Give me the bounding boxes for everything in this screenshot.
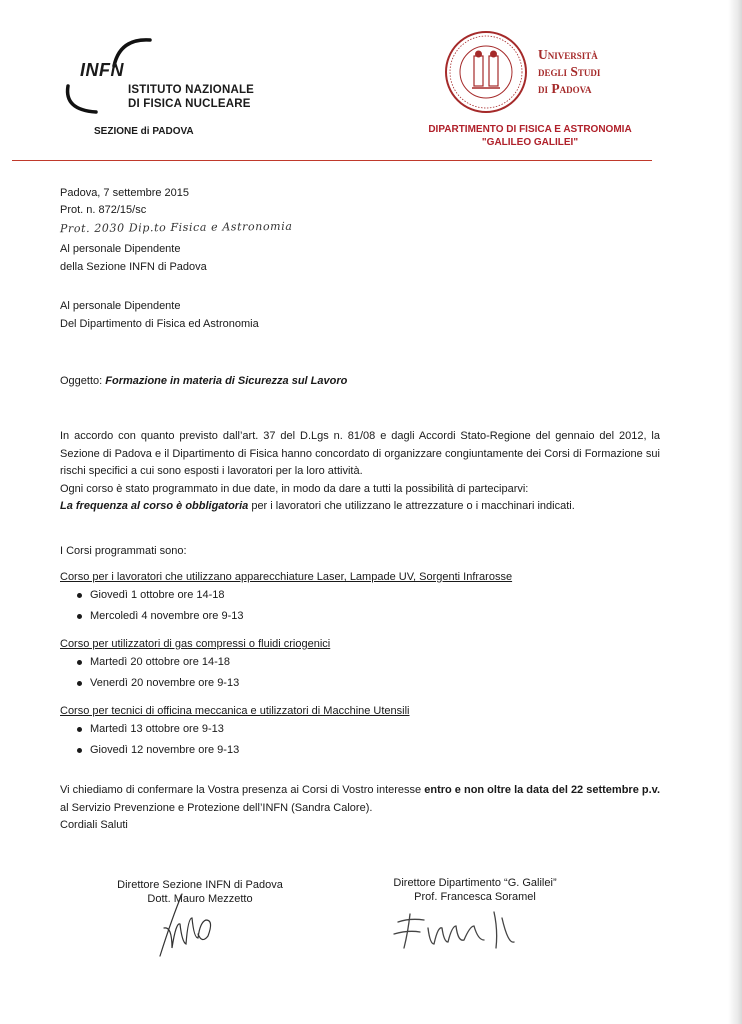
signature-right [360, 876, 590, 904]
infn-acronym: INFN [80, 60, 124, 80]
closing-text [60, 782, 660, 817]
course-3-date-2: Giovedì 12 novembre ore 9-13 [60, 740, 239, 761]
recipient-2-line2: Del Dipartimento di Fisica ed Astronomia [60, 318, 259, 330]
salutation: Cordiali Saluti [60, 819, 128, 831]
university-name-line3: di Padova [538, 81, 592, 96]
recipient-2-line1: Al personale Dipendente [60, 300, 181, 312]
schedule-note: Ogni corso è stato programmato in due date, in modo da dare a tutti la possibilità di parteciparvi: [60, 482, 529, 495]
department-name: DIPARTIMENTO DI FISICA E ASTRONOMIA [428, 124, 632, 135]
course-2-dates [60, 652, 239, 694]
course-1-dates [60, 585, 243, 627]
subject-line [60, 374, 347, 389]
course-1-date-2: Mercoledì 4 novembre ore 9-13 [60, 606, 243, 627]
infn-logo [62, 34, 262, 114]
place-date: Padova, 7 settembre 2015 [60, 187, 190, 199]
course-1-date-1: Giovedì 1 ottobre ore 14-18 [60, 585, 243, 606]
university-name-line1: Università [538, 47, 598, 62]
closing-deadline: entro e non oltre la data del 22 settembre p.v. [424, 784, 661, 796]
infn-name-line1: ISTITUTO NAZIONALE [128, 84, 255, 96]
subject-value: Formazione in materia di Sicurezza sul Lavoro [105, 375, 348, 387]
intro-paragraph [60, 428, 660, 516]
course-3-date-1: Martedì 13 ottobre ore 9-13 [60, 719, 239, 740]
handwritten-protocol: Prot. 2030 Dip.to Fisica e Astronomia [59, 219, 293, 236]
recipient-1-line2: della Sezione INFN di Padova [60, 261, 207, 273]
scan-edge-shadow [728, 0, 742, 1024]
closing-paragraph [60, 782, 660, 835]
intro-text: In accordo con quanto previsto dall’art. 37 del D.Lgs n. 81/08 e dagli Accordi Stato-Regione del gennaio del 2012, la Sezione di Padova e il Dipartimento di Fisica hanno concordato di organizzare congiuntamente dei Corsi di Formazione sui rischi specifici a cui sono esposti i lavoratori per la loro attività. [60, 430, 660, 477]
signature-right-scribble [390, 904, 530, 954]
course-3-dates [60, 719, 239, 761]
department-subtitle: "GALILEO GALILEI" [481, 137, 579, 148]
infn-name-line2: DI FISICA NUCLEARE [128, 98, 251, 110]
signature-right-name: Prof. Francesca Soramel [414, 891, 536, 903]
university-seal-icon [444, 30, 528, 114]
course-2-title: Corso per utilizzatori di gas compressi o fluidi criogenici [60, 638, 331, 650]
courses-intro: I Corsi programmati sono: [60, 545, 187, 557]
mandatory-rest: per i lavoratori che utilizzano le attrezzature o i macchinari indicati. [248, 500, 575, 512]
course-1-title: Corso per i lavoratori che utilizzano apparecchiature Laser, Lampade UV, Sorgenti Infrarosse [60, 571, 513, 583]
mandatory-emphasis: La frequenza al corso è obbligatoria [60, 500, 249, 512]
mandatory-note [60, 498, 660, 516]
signature-right-role: Direttore Dipartimento “G. Galilei” [393, 877, 557, 889]
signature-left-role: Direttore Sezione INFN di Padova [117, 879, 283, 891]
signature-left-name: Dott. Mauro Mezzetto [147, 893, 253, 905]
protocol-number: Prot. n. 872/15/sc [60, 204, 147, 216]
recipient-1-line1: Al personale Dipendente [60, 243, 181, 255]
course-3-title: Corso per tecnici di officina meccanica e utilizzatori di Macchine Utensili [60, 705, 410, 717]
signature-left-scribble [142, 888, 232, 968]
header-divider [12, 160, 652, 161]
course-2-date-2: Venerdì 20 novembre ore 9-13 [60, 673, 239, 694]
subject-label: Oggetto: [60, 375, 106, 387]
closing-start: Vi chiediamo di confermare la Vostra presenza ai Corsi di Vostro interesse [60, 784, 425, 796]
university-name [538, 46, 600, 97]
course-2-date-1: Martedì 20 ottobre ore 14-18 [60, 652, 239, 673]
closing-end: al Servizio Prevenzione e Protezione dell’INFN (Sandra Calore). [60, 801, 373, 814]
university-name-line2: degli Studi [538, 64, 601, 79]
infn-section: SEZIONE di PADOVA [94, 126, 194, 137]
infn-arc-bottom-icon [62, 82, 102, 118]
